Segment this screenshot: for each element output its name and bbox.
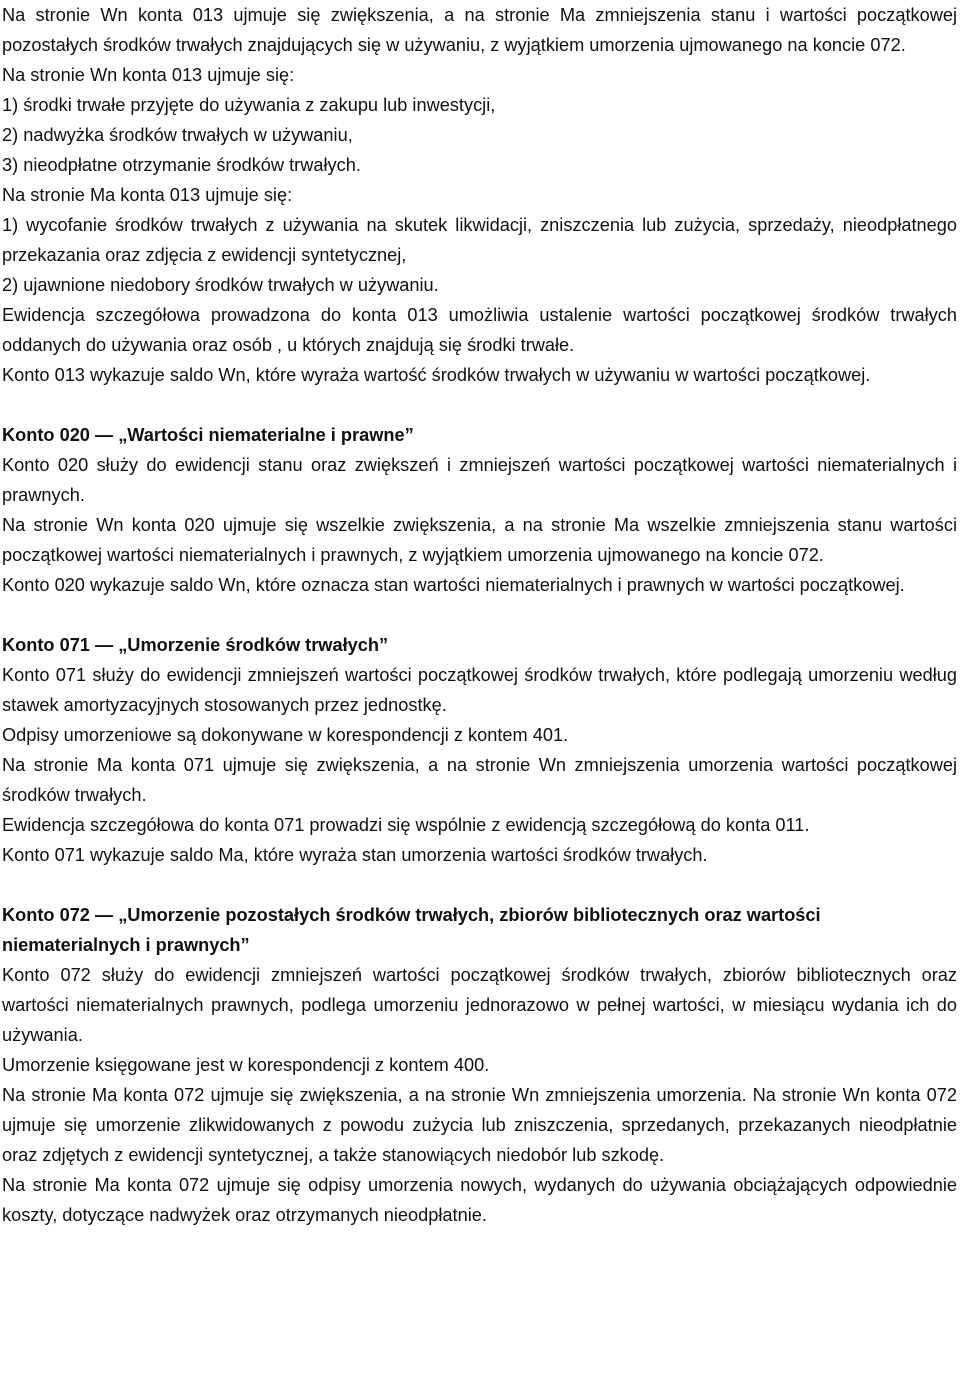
- paragraph: Na stronie Ma konta 072 ujmuje się odpisy umorzenia nowych, wydanych do używania obciążających odpowiednie koszty, dotyczące nadwyżek oraz otrzymanych nieodpłatnie.: [2, 1175, 957, 1225]
- paragraph: Na stronie Wn konta 013 ujmuje się zwiększenia, a na stronie Ma zmniejszenia stanu i wartości początkowej pozostałych środków trwałych znajdujących się w używaniu, z wyjątkiem umorzenia ujmowanego na koncie 072.: [2, 5, 957, 55]
- section-heading: Konto 072 — „Umorzenie pozostałych środków trwałych, zbiorów bibliotecznych oraz wartości niematerialnych i prawnych”: [2, 905, 821, 955]
- paragraph: Ewidencja szczegółowa do konta 071 prowadzi się wspólnie z ewidencją szczegółową do konta 011.: [2, 815, 810, 835]
- section-heading: Konto 071 — „Umorzenie środków trwałych”: [2, 635, 389, 655]
- list-item: 1) wycofanie środków trwałych z używania na skutek likwidacji, zniszczenia lub zużycia, sprzedaży, nieodpłatnego przekazania oraz zdjęcia z ewidencji syntetycznej,: [2, 215, 957, 265]
- paragraph: Konto 020 wykazuje saldo Wn, które oznacza stan wartości niematerialnych i prawnych w wartości początkowej.: [2, 575, 905, 595]
- paragraph: Odpisy umorzeniowe są dokonywane w korespondencji z kontem 401.: [2, 725, 569, 745]
- section-spacer: [2, 600, 957, 630]
- paragraph: Na stronie Wn konta 020 ujmuje się wszelkie zwiększenia, a na stronie Ma wszelkie zmniejszenia stanu wartości początkowej wartości niematerialnych i prawnych, z wyjątkiem umorzenia ujmowanego na koncie 072.: [2, 515, 957, 565]
- section-spacer: [2, 870, 957, 900]
- paragraph: Konto 020 służy do ewidencji stanu oraz zwiększeń i zmniejszeń wartości początkowej wartości niematerialnych i prawnych.: [2, 455, 957, 505]
- paragraph: Konto 071 wykazuje saldo Ma, które wyraża stan umorzenia wartości środków trwałych.: [2, 845, 708, 865]
- paragraph: Konto 013 wykazuje saldo Wn, które wyraża wartość środków trwałych w używaniu w wartości początkowej.: [2, 365, 871, 385]
- paragraph: Umorzenie księgowane jest w korespondencji z kontem 400.: [2, 1055, 490, 1075]
- section-heading: Konto 020 — „Wartości niematerialne i prawne”: [2, 425, 414, 445]
- paragraph: Ewidencja szczegółowa prowadzona do konta 013 umożliwia ustalenie wartości początkowej środków trwałych oddanych do używania oraz osób , u których znajdują się środki trwałe.: [2, 305, 957, 355]
- list-item: 2) ujawnione niedobory środków trwałych w używaniu.: [2, 275, 439, 295]
- paragraph: Konto 072 służy do ewidencji zmniejszeń wartości początkowej środków trwałych, zbiorów bibliotecznych oraz wartości niematerialnych prawnych, podlega umorzeniu jednorazowo w pełnej wartości, w miesiącu wydania ich do używania.: [2, 965, 957, 1045]
- paragraph: Na stronie Ma konta 013 ujmuje się:: [2, 185, 293, 205]
- section-spacer: [2, 390, 957, 420]
- paragraph: Na stronie Ma konta 072 ujmuje się zwiększenia, a na stronie Wn zmniejszenia umorzenia. Na stronie Wn konta 072 ujmuje się umorzenie zlikwidowanych z powodu zużycia lub zniszczenia, sprzedanych, przekazanych nieodpłatnie oraz zdjętych z ewidencji syntetycznej, a także stanowiących niedobór lub szkodę.: [2, 1085, 957, 1165]
- list-item: 3) nieodpłatne otrzymanie środków trwałych.: [2, 155, 361, 175]
- paragraph: Na stronie Wn konta 013 ujmuje się:: [2, 65, 295, 85]
- paragraph: Na stronie Ma konta 071 ujmuje się zwiększenia, a na stronie Wn zmniejszenia umorzenia wartości początkowej środków trwałych.: [2, 755, 957, 805]
- list-item: 1) środki trwałe przyjęte do używania z zakupu lub inwestycji,: [2, 95, 496, 115]
- paragraph: Konto 071 służy do ewidencji zmniejszeń wartości początkowej środków trwałych, które podlegają umorzeniu według stawek amortyzacyjnych stosowanych przez jednostkę.: [2, 665, 957, 715]
- list-item: 2) nadwyżka środków trwałych w używaniu,: [2, 125, 353, 145]
